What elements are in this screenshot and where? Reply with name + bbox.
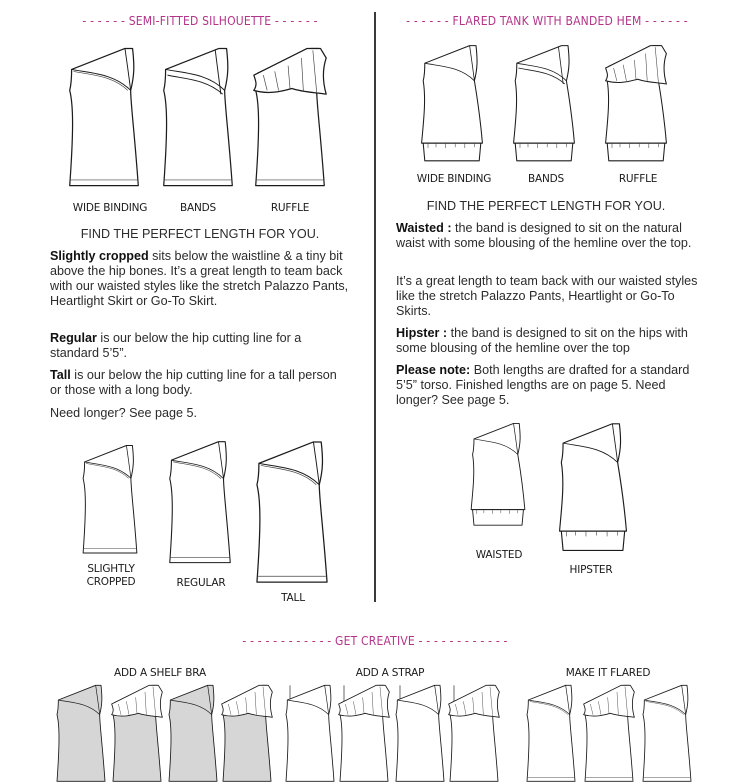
hipster-text: the band is designed to sit on the hips with some blousing of the hemline over the top [396, 326, 688, 355]
waisted-tank-illustration [456, 422, 540, 528]
regular-tank-illustration [158, 440, 242, 566]
flared-ruffle-tank-illustration [580, 684, 638, 784]
tall-text: is our below the hip cutting line for a tall person or those with a long body. [50, 368, 337, 397]
flared-tank-2-illustration [638, 684, 696, 784]
hipster-tank-illustration [550, 422, 636, 554]
right-heading-text: FLARED TANK WITH BANDED HEM [452, 14, 642, 28]
label-add-shelf-bra: ADD A SHELF BRA [114, 667, 206, 679]
label-ruffle-left: RUFFLE [270, 202, 310, 214]
fitted-bands-tank-illustration [158, 44, 238, 192]
waisted-term: Waisted : [396, 221, 452, 235]
tall-term: Tall [50, 368, 71, 382]
label-add-strap: ADD A STRAP [355, 667, 425, 679]
label-waisted: WAISTED [475, 549, 523, 561]
waisted-text: the band is designed to sit on the natural waist with some blousing of the hemline over the top. [396, 221, 692, 250]
left-paragraph-regular [50, 331, 350, 361]
shelf-bra-ruffle-tank-illustration [108, 684, 166, 784]
regular-term: Regular [50, 331, 97, 345]
flared-tank-illustration [522, 684, 580, 784]
right-paragraph-please-note [396, 363, 706, 408]
strap-ruffle-tank-2-illustration [446, 684, 502, 784]
get-creative-heading: - - - - - - - - - - - - GET CREATIVE - - - - - - - - - - - - [242, 634, 508, 648]
hipster-term: Hipster : [396, 326, 448, 340]
label-wide-binding-left: WIDE BINDING [72, 202, 148, 214]
fitted-wide-binding-tank-illustration [64, 44, 144, 192]
get-creative-heading-text: GET CREATIVE [335, 634, 415, 648]
right-paragraph-hipster [396, 326, 706, 356]
right-section-heading: - - - - - - FLARED TANK WITH BANDED HEM - - - - - - [406, 14, 688, 28]
label-hipster: HIPSTER [569, 564, 613, 576]
label-slightly-cropped [78, 563, 144, 589]
shelf-bra-tank-2-illustration [164, 684, 222, 784]
regular-text: is our below the hip cutting line for a standard 5’5”. [50, 331, 302, 360]
flared-bands-tank-illustration [504, 44, 584, 164]
slightly-cropped-text: sits below the waistline & a tiny bit above the hip bones. It’s a great length to team back with our waisted styles like the stretch Palazzo Pants, Heartlight Skirt or Go-To Skirt. [50, 249, 349, 308]
flared-wide-binding-tank-illustration [412, 44, 492, 164]
label-bands-right: BANDS [528, 173, 564, 185]
please-note-text: Both lengths are drafted for a standard 5’5” torso. Finished lengths are on page 5. Need longer? See page 5. [396, 363, 690, 407]
label-wide-binding-right: WIDE BINDING [416, 173, 492, 185]
label-cropped: CROPPED [86, 576, 136, 588]
label-make-it-flared: MAKE IT FLARED [565, 667, 651, 679]
fitted-ruffle-tank-illustration [250, 44, 330, 192]
left-paragraph-slightly-cropped [50, 249, 350, 309]
strap-tank-2-illustration [392, 684, 448, 784]
left-section-heading: - - - - - - SEMI-FITTED SILHOUETTE - - - - - - [82, 14, 318, 28]
flared-ruffle-tank-illustration [596, 44, 676, 164]
label-regular: REGULAR [176, 577, 226, 589]
left-paragraph-need-longer: Need longer? See page 5. [50, 406, 198, 420]
column-divider [374, 12, 376, 602]
slightly-cropped-tank-illustration [68, 444, 152, 556]
tall-tank-illustration [250, 440, 334, 586]
left-paragraph-tall [50, 368, 350, 398]
strap-ruffle-tank-illustration [336, 684, 392, 784]
please-note-term: Please note: [396, 363, 471, 377]
label-tall: TALL [281, 592, 305, 604]
left-find-length: FIND THE PERFECT LENGTH FOR YOU. [80, 227, 320, 241]
label-bands-left: BANDS [180, 202, 216, 214]
right-paragraph-team-back: It’s a great length to team back with our waisted styles like the stretch Palazzo Pants, Heartlight or Go-To Skirts. [396, 274, 698, 318]
shelf-bra-ruffle-tank-2-illustration [218, 684, 276, 784]
right-paragraph-waisted [396, 221, 706, 251]
right-find-length: FIND THE PERFECT LENGTH FOR YOU. [426, 199, 666, 213]
shelf-bra-tank-illustration [52, 684, 110, 784]
label-ruffle-right: RUFFLE [618, 173, 658, 185]
strap-tank-illustration [282, 684, 338, 784]
left-heading-text: SEMI-FITTED SILHOUETTE [128, 14, 272, 28]
label-slightly: SLIGHTLY [87, 563, 135, 575]
slightly-cropped-term: Slightly cropped [50, 249, 149, 263]
